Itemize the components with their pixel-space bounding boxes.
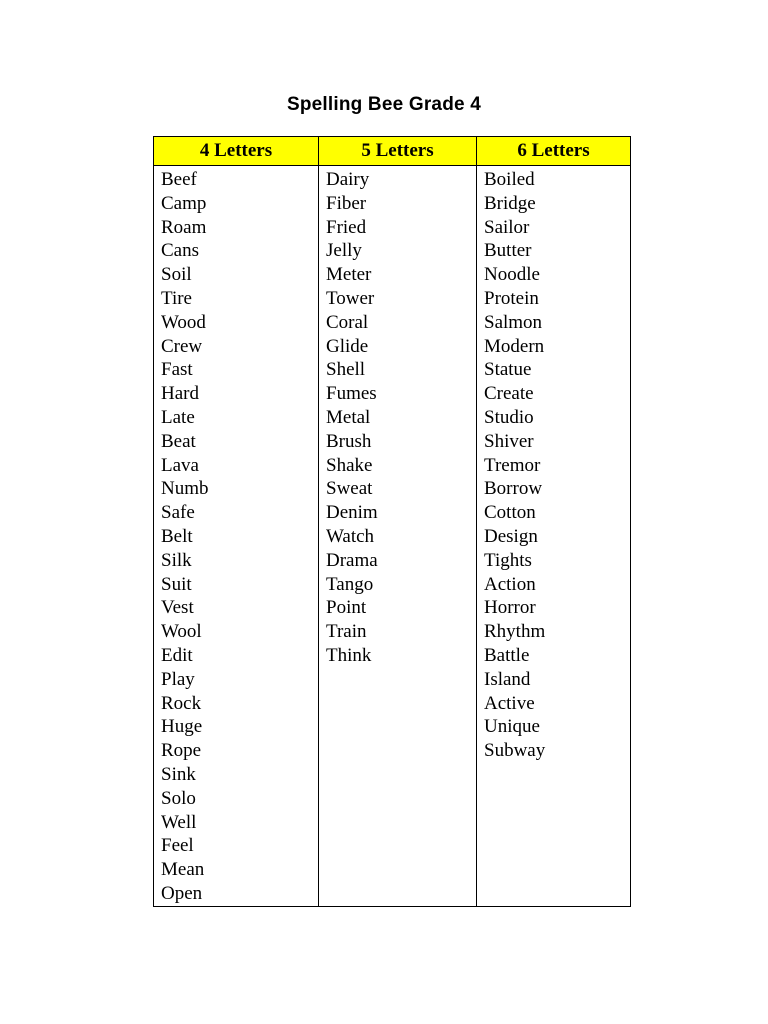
word-item: Huge bbox=[161, 716, 203, 738]
word-item: Shake bbox=[326, 454, 373, 476]
word-item: Open bbox=[161, 882, 203, 904]
word-item: Coral bbox=[326, 311, 369, 333]
word-item: Roam bbox=[161, 216, 207, 238]
word-item: Action bbox=[484, 573, 536, 595]
word-item: Belt bbox=[161, 525, 193, 547]
word-item: Rope bbox=[161, 740, 202, 762]
word-list-5-letters bbox=[319, 166, 477, 907]
word-item: Statue bbox=[484, 359, 532, 381]
word-item: Cans bbox=[161, 240, 199, 262]
column-header-6-letters: 6 Letters bbox=[477, 137, 631, 166]
word-item: Tremor bbox=[484, 454, 541, 476]
word-item: Think bbox=[326, 644, 372, 666]
word-item: Silk bbox=[161, 549, 192, 571]
word-item: Protein bbox=[484, 287, 539, 309]
word-item: Salmon bbox=[484, 311, 543, 333]
word-item: Active bbox=[484, 692, 535, 714]
word-item: Well bbox=[161, 811, 197, 833]
word-item: Drama bbox=[326, 549, 378, 571]
word-item: Play bbox=[161, 668, 195, 690]
word-item: Train bbox=[326, 621, 367, 643]
word-item: Island bbox=[484, 668, 531, 690]
word-item: Feel bbox=[161, 835, 194, 857]
word-item: Create bbox=[484, 383, 534, 405]
word-item: Beef bbox=[161, 169, 197, 190]
word-list-6-letters bbox=[477, 166, 631, 907]
word-item: Subway bbox=[484, 740, 546, 762]
word-item: Meter bbox=[326, 264, 372, 286]
word-item: Rock bbox=[161, 692, 202, 714]
word-item: Wool bbox=[161, 621, 202, 643]
word-item: Crew bbox=[161, 335, 203, 357]
word-item: Cotton bbox=[484, 502, 536, 524]
word-item: Vest bbox=[161, 597, 194, 619]
word-item: Butter bbox=[484, 240, 532, 262]
word-item: Brush bbox=[326, 430, 372, 452]
word-item: Tights bbox=[484, 549, 532, 571]
column-header-5-letters: 5 Letters bbox=[319, 137, 477, 166]
word-item: Sailor bbox=[484, 216, 530, 238]
word-item: Edit bbox=[161, 644, 193, 666]
column-header-4-letters: 4 Letters bbox=[154, 137, 319, 166]
word-item: Tire bbox=[161, 287, 192, 309]
word-item: Modern bbox=[484, 335, 545, 357]
word-item: Watch bbox=[326, 525, 375, 547]
word-item: Beat bbox=[161, 430, 196, 452]
word-item: Unique bbox=[484, 716, 540, 738]
word-item: Late bbox=[161, 406, 195, 428]
word-item: Mean bbox=[161, 859, 205, 881]
word-item: Fumes bbox=[326, 383, 377, 405]
word-item: Camp bbox=[161, 192, 207, 214]
table-header-row bbox=[154, 137, 631, 166]
word-item: Design bbox=[484, 525, 538, 547]
word-item: Safe bbox=[161, 502, 195, 524]
word-item: Studio bbox=[484, 406, 534, 428]
word-item: Lava bbox=[161, 454, 199, 476]
word-item: Tango bbox=[326, 573, 374, 595]
word-item: Soil bbox=[161, 264, 192, 286]
spelling-word-table bbox=[153, 136, 631, 907]
table-row bbox=[154, 166, 631, 907]
word-item: Fried bbox=[326, 216, 367, 238]
word-item: Battle bbox=[484, 644, 530, 666]
word-item: Fast bbox=[161, 359, 193, 381]
word-item: Sink bbox=[161, 763, 196, 785]
word-item: Wood bbox=[161, 311, 206, 333]
word-item: Numb bbox=[161, 478, 209, 500]
word-item: Fiber bbox=[326, 192, 367, 214]
word-item: Sweat bbox=[326, 478, 373, 500]
page-title: Spelling Bee Grade 4 bbox=[286, 94, 482, 115]
word-item: Shell bbox=[326, 359, 366, 381]
word-item: Horror bbox=[484, 597, 536, 619]
word-item: Shiver bbox=[484, 430, 534, 452]
word-item: Metal bbox=[326, 406, 371, 428]
word-item: Borrow bbox=[484, 478, 543, 500]
word-item: Jelly bbox=[326, 240, 362, 262]
word-item: Denim bbox=[326, 502, 378, 524]
word-item: Bridge bbox=[484, 192, 536, 214]
word-item: Boiled bbox=[484, 169, 535, 190]
word-item: Hard bbox=[161, 383, 199, 405]
word-item: Suit bbox=[161, 573, 192, 595]
word-item: Point bbox=[326, 597, 367, 619]
word-item: Tower bbox=[326, 287, 375, 309]
word-item: Rhythm bbox=[484, 621, 546, 643]
word-item: Glide bbox=[326, 335, 369, 357]
word-list-4-letters bbox=[154, 166, 319, 907]
word-item: Solo bbox=[161, 787, 196, 809]
word-item: Dairy bbox=[326, 169, 370, 190]
word-item: Noodle bbox=[484, 264, 540, 286]
